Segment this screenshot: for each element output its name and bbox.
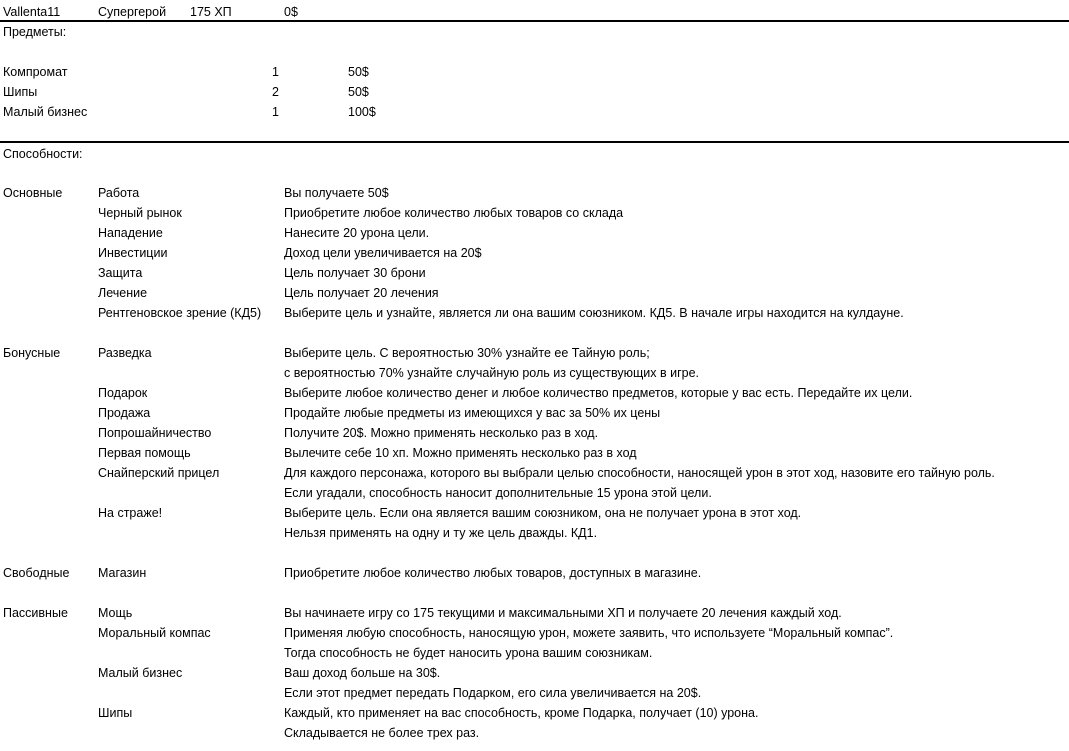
ability-description: Выберите любое количество денег и любое количество предметов, которые у вас есть. Передайте их цели. bbox=[284, 386, 913, 400]
ability-row bbox=[0, 663, 1069, 683]
ability-description: Вы начинаете игру со 175 текущими и максимальными ХП и получаете 20 лечения каждый ход. bbox=[284, 606, 842, 620]
abilities-section-title-row bbox=[0, 144, 1069, 164]
ability-row bbox=[0, 183, 1069, 203]
ability-name: Продажа bbox=[98, 406, 151, 420]
item-name: Компромат bbox=[3, 65, 68, 79]
item-row bbox=[0, 82, 1069, 102]
item-name: Малый бизнес bbox=[3, 105, 88, 119]
item-name: Шипы bbox=[3, 85, 38, 99]
ability-description: Цель получает 20 лечения bbox=[284, 286, 439, 300]
item-row bbox=[0, 62, 1069, 82]
ability-row-continuation bbox=[0, 643, 1069, 663]
ability-name: Лечение bbox=[98, 286, 148, 300]
ability-description: Применяя любую способность, наносящую урон, можете заявить, что используете “Моральный компас”. bbox=[284, 626, 894, 640]
ability-row-continuation bbox=[0, 723, 1069, 743]
item-qty: 1 bbox=[272, 65, 279, 79]
item-qty: 1 bbox=[272, 105, 279, 119]
ability-description: Для каждого персонажа, которого вы выбрали целью способности, наносящей урон в этот ход, назовите его тайную роль. bbox=[284, 466, 995, 480]
ability-name: Шипы bbox=[98, 706, 133, 720]
ability-row bbox=[0, 303, 1069, 323]
player-role: Супергерой bbox=[98, 5, 167, 19]
ability-description: Выберите цель. Если она является вашим союзником, она не получает урона в этот ход. bbox=[284, 506, 802, 520]
ability-row bbox=[0, 443, 1069, 463]
ability-description: Если этот предмет передать Подарком, его сила увеличивается на 20$. bbox=[284, 686, 702, 700]
ability-row bbox=[0, 463, 1069, 483]
ability-name: Инвестиции bbox=[98, 246, 168, 260]
ability-description: Цель получает 30 брони bbox=[284, 266, 426, 280]
ability-name: Нападение bbox=[98, 226, 163, 240]
ability-name: Моральный компас bbox=[98, 626, 211, 640]
ability-row bbox=[0, 503, 1069, 523]
divider-middle bbox=[0, 141, 1069, 143]
ability-row-continuation bbox=[0, 363, 1069, 383]
item-price: 100$ bbox=[348, 105, 376, 119]
ability-row bbox=[0, 603, 1069, 623]
ability-name: Черный рынок bbox=[98, 206, 182, 220]
ability-description: Продайте любые предметы из имеющихся у вас за 50% их цены bbox=[284, 406, 661, 420]
ability-description: Ваш доход больше на 30$. bbox=[284, 666, 441, 680]
ability-description: Приобретите любое количество любых товаров, доступных в магазине. bbox=[284, 566, 702, 580]
item-price: 50$ bbox=[348, 65, 369, 79]
ability-row bbox=[0, 403, 1069, 423]
ability-name: Рентгеновское зрение (КД5) bbox=[98, 306, 262, 320]
ability-description: Каждый, кто применяет на вас способность, кроме Подарка, получает (10) урона. bbox=[284, 706, 759, 720]
ability-row bbox=[0, 283, 1069, 303]
ability-row bbox=[0, 223, 1069, 243]
ability-name: Снайперский прицел bbox=[98, 466, 220, 480]
ability-description: Получите 20$. Можно применять несколько раз в ход. bbox=[284, 426, 599, 440]
ability-name: Мощь bbox=[98, 606, 133, 620]
ability-description: Если угадали, способность наносит дополнительные 15 урона этой цели. bbox=[284, 486, 712, 500]
ability-row bbox=[0, 343, 1069, 363]
ability-row bbox=[0, 563, 1069, 583]
ability-name: Работа bbox=[98, 186, 140, 200]
ability-name: Первая помощь bbox=[98, 446, 191, 460]
player-hp: 175 ХП bbox=[190, 5, 232, 19]
header-row bbox=[0, 2, 1069, 22]
player-money: 0$ bbox=[284, 5, 298, 19]
ability-row bbox=[0, 243, 1069, 263]
ability-description: Тогда способность не будет наносить урона вашим союзникам. bbox=[284, 646, 653, 660]
ability-description: Доход цели увеличивается на 20$ bbox=[284, 246, 482, 260]
ability-name: Подарок bbox=[98, 386, 148, 400]
ability-name: На страже! bbox=[98, 506, 163, 520]
ability-category: Пассивные bbox=[3, 606, 68, 620]
ability-description: Приобретите любое количество любых товаров со склада bbox=[284, 206, 624, 220]
ability-row-continuation bbox=[0, 683, 1069, 703]
ability-row bbox=[0, 703, 1069, 723]
items-section-title: Предметы: bbox=[3, 25, 67, 39]
ability-row bbox=[0, 383, 1069, 403]
ability-category: Основные bbox=[3, 186, 63, 200]
ability-row bbox=[0, 623, 1069, 643]
ability-name: Малый бизнес bbox=[98, 666, 183, 680]
player-name: Vallenta11 bbox=[3, 5, 61, 19]
ability-description: Выберите цель. С вероятностью 30% узнайте ее Тайную роль; bbox=[284, 346, 650, 360]
items-section-title-row bbox=[0, 22, 1069, 42]
ability-description: с вероятностью 70% узнайте случайную роль из существующих в игре. bbox=[284, 366, 700, 380]
ability-description: Вылечите себе 10 хп. Можно применять несколько раз в ход bbox=[284, 446, 637, 460]
ability-row-continuation bbox=[0, 483, 1069, 503]
ability-description: Нанесите 20 урона цели. bbox=[284, 226, 430, 240]
ability-name: Магазин bbox=[98, 566, 147, 580]
ability-row-continuation bbox=[0, 523, 1069, 543]
item-row bbox=[0, 102, 1069, 122]
item-price: 50$ bbox=[348, 85, 369, 99]
ability-name: Защита bbox=[98, 266, 143, 280]
ability-row bbox=[0, 423, 1069, 443]
ability-row bbox=[0, 203, 1069, 223]
abilities-section-title: Способности: bbox=[3, 147, 83, 161]
ability-description: Нельзя применять на одну и ту же цель дважды. КД1. bbox=[284, 526, 598, 540]
ability-category: Свободные bbox=[3, 566, 70, 580]
ability-name: Попрошайничество bbox=[98, 426, 212, 440]
ability-description: Складывается не более трех раз. bbox=[284, 726, 480, 740]
ability-name: Разведка bbox=[98, 346, 152, 360]
ability-category: Бонусные bbox=[3, 346, 61, 360]
ability-description: Выберите цель и узнайте, является ли она вашим союзником. КД5. В начале игры находится на кулдауне. bbox=[284, 306, 904, 320]
ability-row bbox=[0, 263, 1069, 283]
item-qty: 2 bbox=[272, 85, 279, 99]
ability-description: Вы получаете 50$ bbox=[284, 186, 389, 200]
